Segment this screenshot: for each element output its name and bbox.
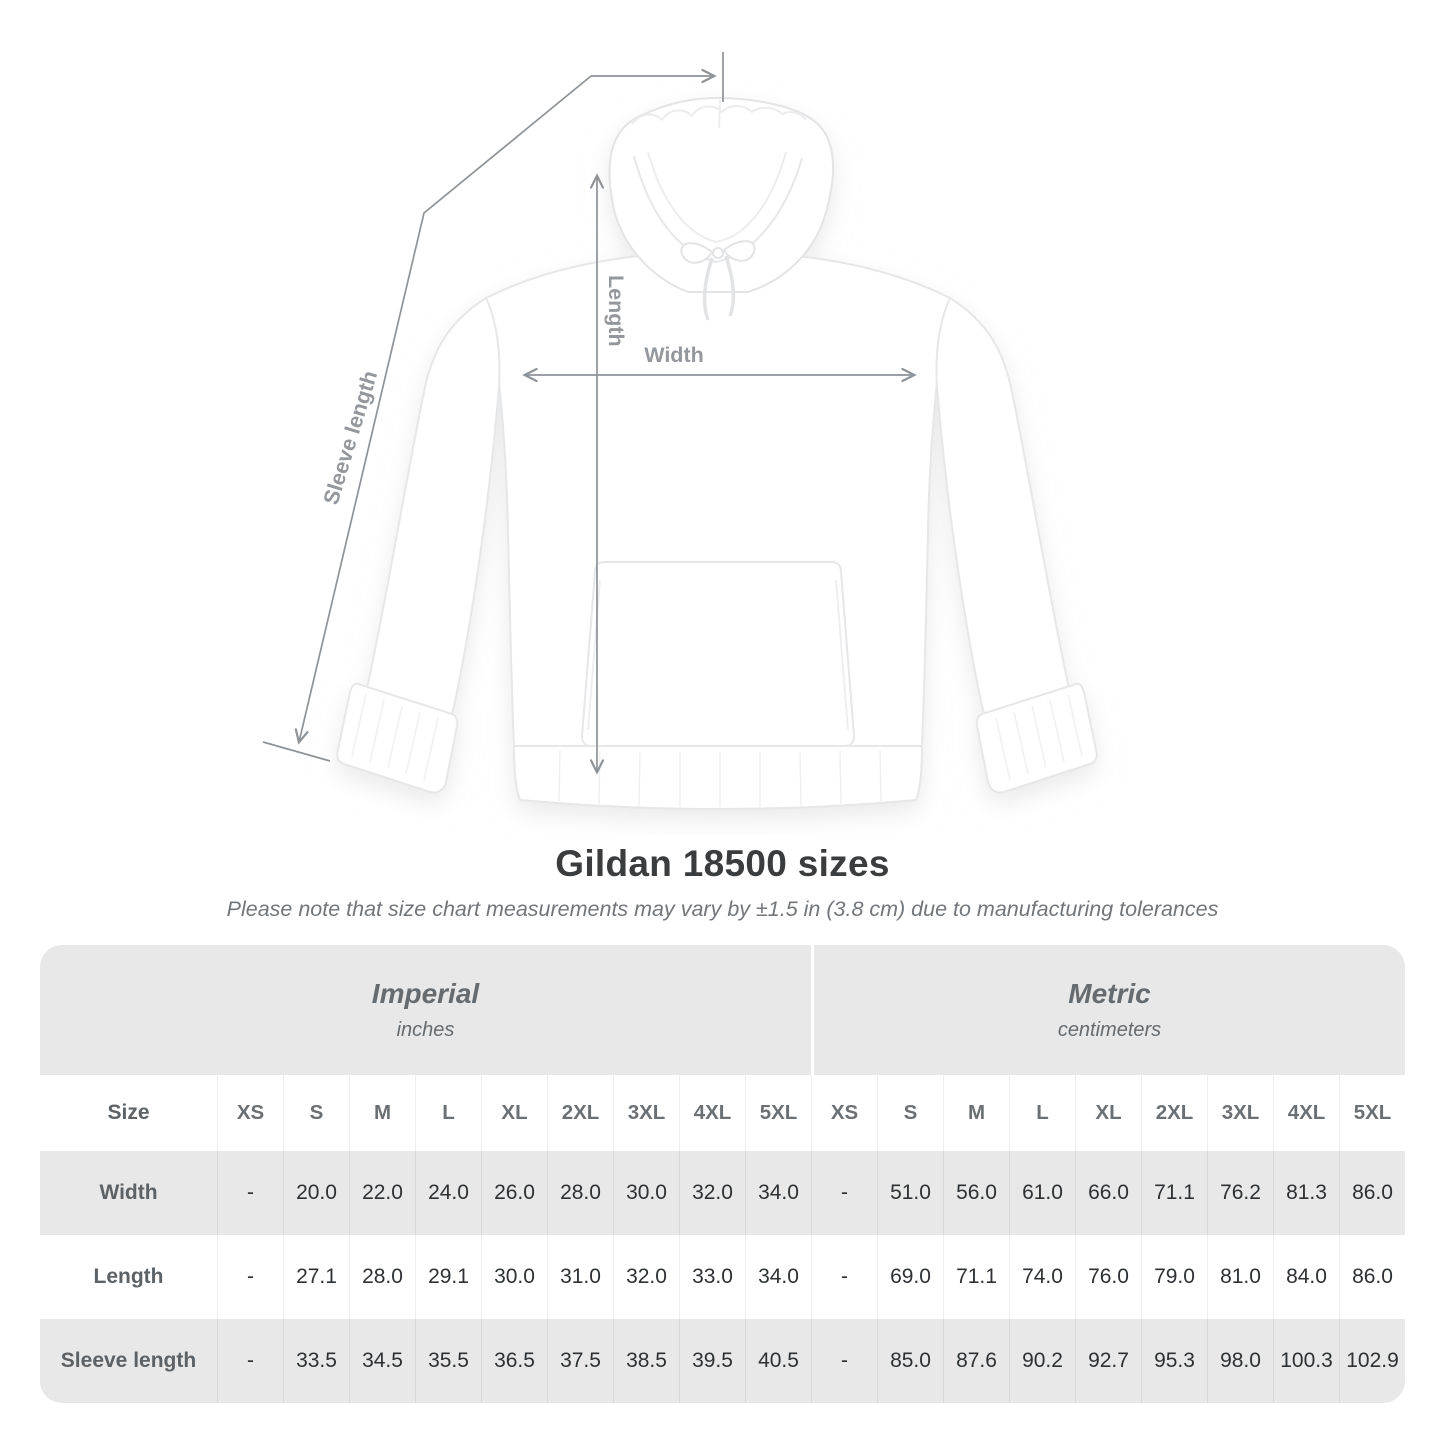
table-cell: -	[811, 1319, 877, 1403]
size-header-cell: 5XL	[1339, 1075, 1405, 1151]
size-header-cell: M	[349, 1075, 415, 1151]
table-cell: 39.5	[679, 1319, 745, 1403]
table-cell: 31.0	[547, 1235, 613, 1319]
table-cell: 76.0	[1075, 1235, 1141, 1319]
table-cell: 35.5	[415, 1319, 481, 1403]
table-cell: 71.1	[1141, 1151, 1207, 1235]
length-label: Length	[604, 275, 628, 347]
table-cell: 36.5	[481, 1319, 547, 1403]
tolerance-note: Please note that size chart measurements may vary by ±1.5 in (3.8 cm) due to manufacturing tolerances	[226, 897, 1219, 921]
page-title: Gildan 18500 sizes	[555, 843, 890, 884]
table-cell: 86.0	[1339, 1235, 1405, 1319]
size-header-cell: XL	[1075, 1075, 1141, 1151]
table-cell: 28.0	[349, 1235, 415, 1319]
table-cell: 27.1	[283, 1235, 349, 1319]
size-header-cell: 4XL	[679, 1075, 745, 1151]
imperial-section-header	[40, 945, 811, 1075]
metric-label: Metric	[1068, 978, 1151, 1009]
table-cell: 90.2	[1009, 1319, 1075, 1403]
imperial-label: Imperial	[371, 978, 480, 1009]
table-cell: 40.5	[745, 1319, 811, 1403]
size-header-cell: 4XL	[1273, 1075, 1339, 1151]
table-cell: 61.0	[1009, 1151, 1075, 1235]
table-cell: 85.0	[877, 1319, 943, 1403]
hoodie-hem	[514, 746, 922, 809]
table-cell: 102.9	[1339, 1319, 1405, 1403]
table-cell: 38.5	[613, 1319, 679, 1403]
table-cell: 87.6	[943, 1319, 1009, 1403]
sleeve-length-label: Sleeve length	[318, 367, 383, 508]
hoodie-right-sleeve	[937, 298, 1077, 734]
table-cell: 81.0	[1207, 1235, 1273, 1319]
table-cell: 34.0	[745, 1151, 811, 1235]
table-cell: 32.0	[613, 1235, 679, 1319]
table-cell: -	[217, 1235, 283, 1319]
size-header-cell: S	[283, 1075, 349, 1151]
table-cell: 74.0	[1009, 1235, 1075, 1319]
size-header-cell: L	[415, 1075, 481, 1151]
table-cell: 66.0	[1075, 1151, 1141, 1235]
table-cell: 79.0	[1141, 1235, 1207, 1319]
row-label: Width	[40, 1151, 217, 1235]
size-corner-header: Size	[40, 1075, 217, 1151]
table-cell: 32.0	[679, 1151, 745, 1235]
size-header-cell: XS	[811, 1075, 877, 1151]
table-cell: 30.0	[481, 1235, 547, 1319]
metric-section-header	[811, 945, 1405, 1075]
table-cell: 84.0	[1273, 1235, 1339, 1319]
table-cell: 69.0	[877, 1235, 943, 1319]
hood-center-seam	[719, 100, 720, 128]
table-cell: -	[811, 1151, 877, 1235]
table-cell: 71.1	[943, 1235, 1009, 1319]
metric-unit: centimeters	[1057, 1019, 1162, 1041]
table-cell: -	[217, 1319, 283, 1403]
table-cell: 33.5	[283, 1319, 349, 1403]
size-table	[40, 945, 1405, 1403]
sleeve-bottom-tick	[263, 742, 330, 761]
table-cell: 86.0	[1339, 1151, 1405, 1235]
size-header-cell: S	[877, 1075, 943, 1151]
table-cell: 37.5	[547, 1319, 613, 1403]
table-cell: 20.0	[283, 1151, 349, 1235]
row-label: Sleeve length	[40, 1319, 217, 1403]
table-cell: 76.2	[1207, 1151, 1273, 1235]
size-header-cell: 3XL	[1207, 1075, 1273, 1151]
size-header-cell: 5XL	[745, 1075, 811, 1151]
size-header-cell: M	[943, 1075, 1009, 1151]
table-cell: 81.3	[1273, 1151, 1339, 1235]
table-cell: -	[217, 1151, 283, 1235]
hoodie-illustration	[337, 98, 1097, 809]
size-header-cell: XS	[217, 1075, 283, 1151]
table-cell: 26.0	[481, 1151, 547, 1235]
row-label: Length	[40, 1235, 217, 1319]
size-header-cell: 2XL	[547, 1075, 613, 1151]
imperial-unit: inches	[396, 1019, 455, 1041]
table-cell: 33.0	[679, 1235, 745, 1319]
table-cell: 24.0	[415, 1151, 481, 1235]
size-header-cell: 2XL	[1141, 1075, 1207, 1151]
size-header-cell: 3XL	[613, 1075, 679, 1151]
table-cell: 34.5	[349, 1319, 415, 1403]
table-cell: 22.0	[349, 1151, 415, 1235]
table-cell: 28.0	[547, 1151, 613, 1235]
table-cell: 29.1	[415, 1235, 481, 1319]
table-cell: 98.0	[1207, 1319, 1273, 1403]
table-cell: 100.3	[1273, 1319, 1339, 1403]
width-label: Width	[644, 343, 704, 367]
table-cell: 30.0	[613, 1151, 679, 1235]
size-header-cell: XL	[481, 1075, 547, 1151]
table-cell: 95.3	[1141, 1319, 1207, 1403]
table-cell: 92.7	[1075, 1319, 1141, 1403]
table-cell: 34.0	[745, 1235, 811, 1319]
table-cell: -	[811, 1235, 877, 1319]
table-cell: 56.0	[943, 1151, 1009, 1235]
table-cell: 51.0	[877, 1151, 943, 1235]
hoodie-left-sleeve	[360, 298, 500, 734]
kangaroo-pocket	[582, 562, 854, 746]
size-header-cell: L	[1009, 1075, 1075, 1151]
